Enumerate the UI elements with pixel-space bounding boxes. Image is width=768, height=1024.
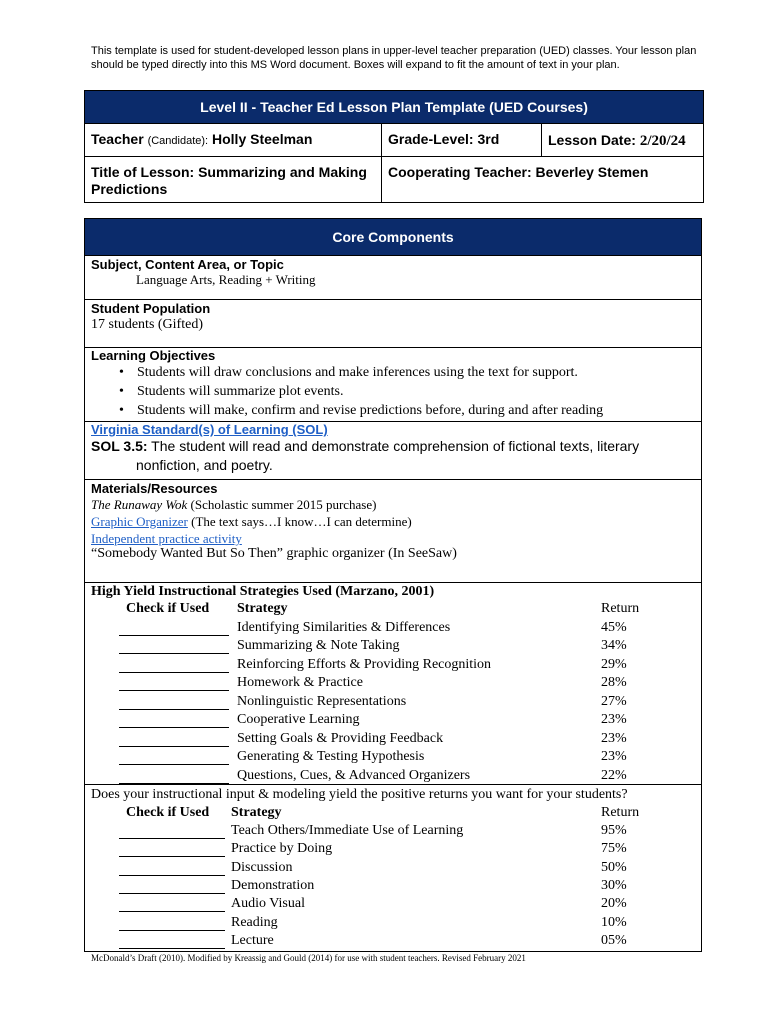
- check-blank[interactable]: [119, 838, 225, 839]
- objective-item: • Students will make, confirm and revise predictions before, during and after reading: [137, 403, 603, 419]
- lesson-title: Title of Lesson: Summarizing and Making Predictions: [85, 157, 382, 203]
- sol-text-2: nonfiction, and poetry.: [136, 457, 273, 473]
- materials-label: Materials/Resources: [91, 481, 218, 496]
- objective-item: • Students will draw conclusions and make inferences using the text for support.: [137, 365, 578, 381]
- return-header: Return: [601, 601, 640, 616]
- strategy-name: Homework & Practice: [237, 675, 363, 690]
- template-title: Level II - Teacher Ed Lesson Plan Template (UED Courses): [85, 91, 704, 124]
- strategy-return: 27%: [601, 693, 627, 709]
- check-blank[interactable]: [119, 672, 229, 673]
- strategy-return: 50%: [601, 859, 627, 875]
- subject-value: Language Arts, Reading + Writing: [136, 272, 316, 287]
- check-if-used-header-2: Check if Used: [126, 805, 210, 820]
- check-blank[interactable]: [119, 911, 225, 912]
- check-if-used-header: Check if Used: [126, 601, 210, 616]
- strategy-name: Demonstration: [231, 877, 315, 893]
- strategy-return: 34%: [601, 638, 627, 653]
- strategy-name: Nonlinguistic Representations: [237, 693, 407, 709]
- materials-book-title: The Runaway Wok: [91, 497, 188, 512]
- cooperating-teacher: Cooperating Teacher: Beverley Stemen: [382, 157, 704, 203]
- materials-practice-line: [91, 531, 242, 547]
- strategy-header: Strategy: [237, 601, 288, 616]
- teacher-sub-label: (Candidate):: [147, 135, 209, 147]
- objective-item: • Students will summarize plot events.: [137, 384, 343, 400]
- check-blank[interactable]: [119, 856, 225, 857]
- strategy-name: Lecture: [231, 932, 274, 948]
- population-label: Student Population: [91, 301, 211, 316]
- input-strategies-section: [84, 785, 702, 952]
- strategy-name: Audio Visual: [231, 896, 305, 912]
- strategy-return: 23%: [601, 730, 627, 746]
- strategy-header-2: Strategy: [231, 805, 282, 820]
- strategy-return: 29%: [601, 656, 627, 672]
- strategies-section: [84, 583, 702, 785]
- sol-section: [84, 422, 702, 480]
- check-blank[interactable]: [119, 948, 225, 949]
- strategies-title: High Yield Instructional Strategies Used (Marzano, 2001): [91, 584, 435, 599]
- independent-practice-link[interactable]: Independent practice activity: [91, 531, 242, 546]
- grade-level: Grade-Level: 3rd: [382, 124, 542, 157]
- return-header-2: Return: [601, 805, 640, 820]
- lesson-date: 2/20/24: [639, 133, 686, 149]
- strategy-name: Teach Others/Immediate Use of Learning: [231, 823, 464, 838]
- strategy-return: 20%: [601, 896, 627, 912]
- sol-label[interactable]: [91, 422, 328, 437]
- strategy-name: Setting Goals & Providing Feedback: [237, 730, 444, 746]
- teacher-cell: [85, 124, 382, 157]
- check-blank[interactable]: [119, 764, 229, 765]
- check-blank[interactable]: [119, 783, 229, 784]
- check-blank[interactable]: [119, 893, 225, 894]
- strategy-name: Generating & Testing Hypothesis: [237, 749, 425, 764]
- strategy-name: Reading: [231, 914, 278, 930]
- strategy-name: Reinforcing Efforts & Providing Recognition: [237, 656, 492, 672]
- teacher-name: Holly Steelman: [212, 131, 313, 147]
- subject-label: Subject, Content Area, or Topic: [91, 257, 284, 272]
- strategy-return: 45%: [601, 619, 627, 635]
- materials-last-line: “Somebody Wanted But So Then” graphic organizer (In SeeSaw): [91, 546, 457, 561]
- strategy-return: 22%: [601, 767, 627, 783]
- sol-text-1: The student will read and demonstrate comprehension of fictional texts, literary: [147, 438, 640, 454]
- strategy-return: 23%: [601, 749, 627, 764]
- materials-organizer-line: [91, 514, 412, 530]
- check-blank[interactable]: [119, 727, 229, 728]
- core-components-header: Core Components: [84, 218, 702, 256]
- objectives-section: [84, 348, 702, 422]
- materials-section: [84, 480, 702, 583]
- strategy-name: Practice by Doing: [231, 841, 333, 857]
- strategy-name: Questions, Cues, & Advanced Organizers: [237, 767, 471, 783]
- footer-citation: McDonald’s Draft (2010). Modified by Kreassig and Gould (2014) for use with student teachers. Revised February 2021: [91, 953, 526, 963]
- graphic-organizer-note: (The text says…I know…I can determine): [187, 514, 412, 529]
- strategy-name: Summarizing & Note Taking: [237, 638, 400, 653]
- objectives-label: Learning Objectives: [91, 348, 216, 363]
- lesson-date-cell: [542, 124, 704, 157]
- strategy-return: 23%: [601, 712, 627, 727]
- population-section: [84, 300, 702, 348]
- strategy-return: 05%: [601, 932, 627, 948]
- strategy-return: 30%: [601, 877, 627, 893]
- teacher-label: Teacher: [91, 131, 144, 147]
- check-blank[interactable]: [119, 930, 225, 931]
- check-blank[interactable]: [119, 635, 229, 636]
- sol-code: SOL 3.5:: [91, 438, 148, 454]
- check-blank[interactable]: [119, 746, 229, 747]
- strategy-return: 10%: [601, 914, 627, 930]
- subject-section: [84, 256, 702, 300]
- intro-text: This template is used for student-developed lesson plans in upper-level teacher preparation (UED) classes. Your lesson plan should be typed directly into this MS Word document. Boxes will expand to fit the amount of text in your plan.: [91, 45, 697, 71]
- strategy-name: Identifying Similarities & Differences: [237, 619, 451, 635]
- lesson-date-label: Lesson Date:: [548, 132, 640, 148]
- strategy-name: Discussion: [231, 859, 293, 875]
- sol-line-1: [91, 438, 639, 454]
- strategy-return: 95%: [601, 823, 627, 838]
- check-blank[interactable]: [119, 690, 229, 691]
- returns-question: Does your instructional input & modeling yield the positive returns you want for your students?: [91, 787, 628, 802]
- strategy-name: Cooperative Learning: [237, 712, 360, 727]
- strategy-return: 28%: [601, 675, 627, 690]
- graphic-organizer-link[interactable]: Graphic Organizer: [91, 514, 188, 529]
- check-blank[interactable]: [119, 709, 229, 710]
- materials-book-note: (Scholastic summer 2015 purchase): [187, 497, 377, 512]
- check-blank[interactable]: [119, 653, 229, 654]
- population-value: 17 students (Gifted): [91, 317, 203, 332]
- strategy-return: 75%: [601, 841, 627, 857]
- sol-link[interactable]: Virginia Standard(s) of Learning (SOL): [91, 422, 328, 437]
- check-blank[interactable]: [119, 875, 225, 876]
- lesson-header-table: [84, 90, 704, 203]
- materials-book-line: [91, 497, 376, 513]
